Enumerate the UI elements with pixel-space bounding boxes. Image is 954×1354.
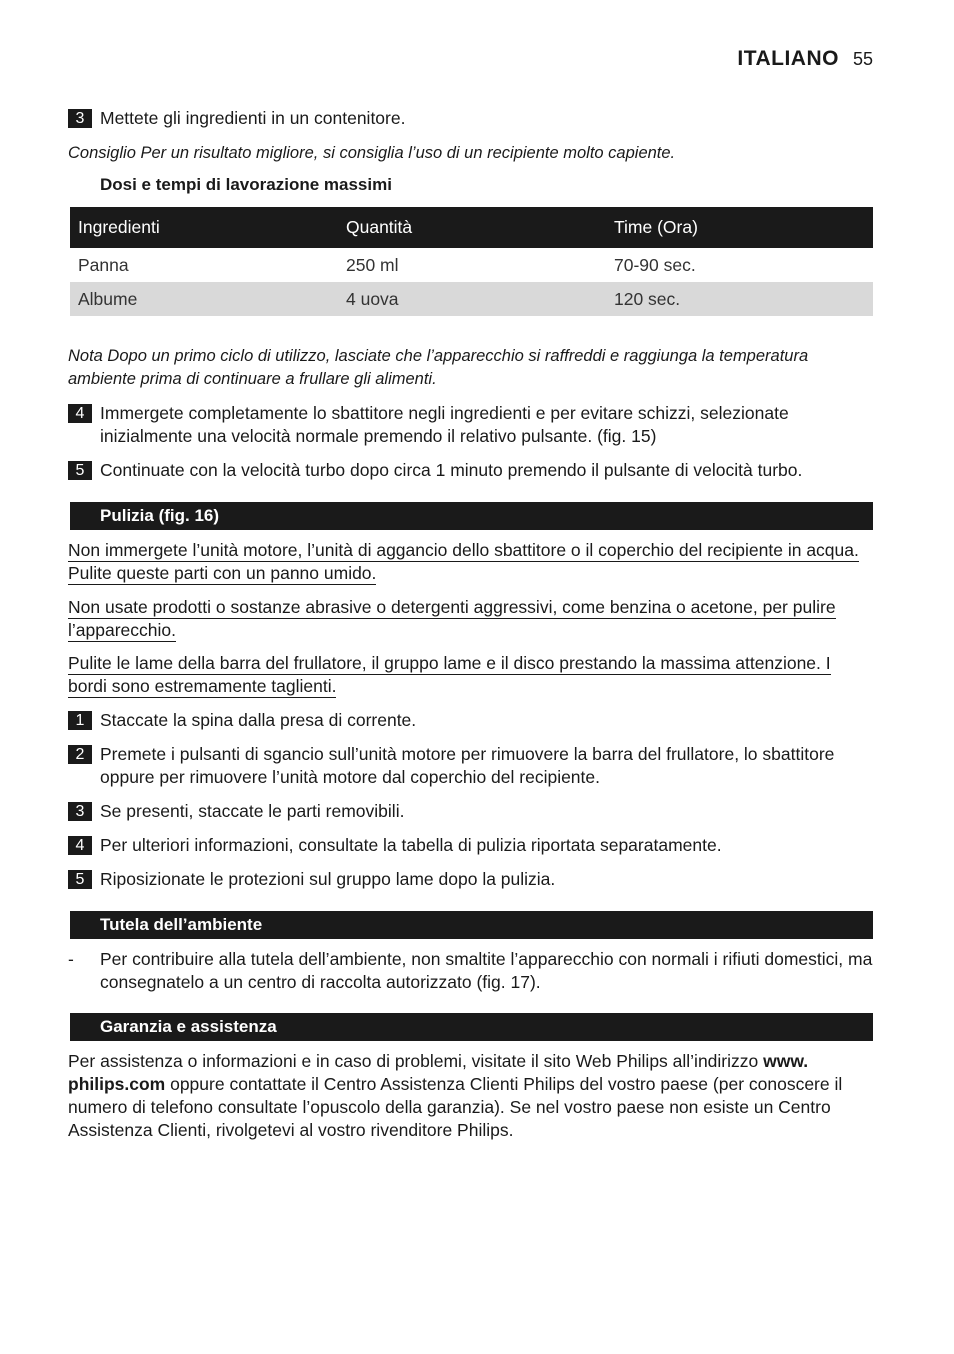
philips-website-link[interactable]: www. philips.com <box>68 1051 809 1094</box>
step-number: 5 <box>68 870 92 889</box>
section-heading-cleaning: Pulizia (fig. 16) <box>70 502 873 530</box>
table-row <box>70 282 873 316</box>
step-5-turbo <box>68 459 873 482</box>
warranty-text: Per assistenza o informazioni e in caso di problemi, visitate il sito Web Philips all’indirizzo <box>68 1051 764 1071</box>
step-text: Riposizionate le protezioni sul gruppo lame dopo la pulizia. <box>100 869 556 889</box>
table-cell: 70-90 sec. <box>606 248 873 282</box>
step-number: 4 <box>68 836 92 855</box>
cleaning-step <box>68 800 873 823</box>
step-3-containers <box>68 107 873 130</box>
warning-text <box>68 652 873 698</box>
step-text: Immergete completamente lo sbattitore negli ingredienti e per evitare schizzi, selezionate inizialmente una velocità normale premendo il relativo pulsante. (fig. 15) <box>100 403 789 446</box>
warranty-paragraph <box>68 1050 873 1142</box>
cleaning-step <box>68 709 873 732</box>
environment-bullet <box>68 948 873 994</box>
processing-table <box>70 207 873 316</box>
step-text: Mettete gli ingredienti in un contenitore. <box>100 108 406 128</box>
warning-underlined: Non usate prodotti o sostanze abrasive o detergenti aggressivi, come benzina o acetone, per pulire l’apparecchio. <box>68 597 836 640</box>
table-header-row <box>70 207 873 248</box>
section-heading-environment: Tutela dell’ambiente <box>70 911 873 939</box>
section-heading-warranty: Garanzia e assistenza <box>70 1013 873 1041</box>
page-number: 55 <box>852 49 873 69</box>
table-title: Dosi e tempi di lavorazione massimi <box>100 175 392 194</box>
step-text: Staccate la spina dalla presa di corrente. <box>100 710 417 730</box>
step-text: Per ulteriori informazioni, consultate la tabella di pulizia riportata separatamente. <box>100 835 722 855</box>
step-number: 1 <box>68 711 92 730</box>
table-row <box>70 248 873 282</box>
table-cell: 250 ml <box>338 248 606 282</box>
table-cell: Panna <box>70 248 338 282</box>
step-number: 4 <box>68 404 92 423</box>
cleaning-step <box>68 743 873 789</box>
cleaning-step <box>68 834 873 857</box>
column-header: Quantità <box>338 207 606 248</box>
step-number: 3 <box>68 802 92 821</box>
step-number: 3 <box>68 109 92 128</box>
table-cell: 4 uova <box>338 282 606 316</box>
table-cell: 120 sec. <box>606 282 873 316</box>
warning-underlined: Pulite le lame della barra del frullatore, il gruppo lame e il disco prestando la massima attenzione. I bordi sono estremamente taglienti. <box>68 653 831 696</box>
warning-underlined: Non immergete l’unità motore, l’unità di aggancio dello sbattitore o il coperchio del recipiente in acqua. Pulite queste parti con un panno umido. <box>68 540 859 583</box>
warning-text <box>68 539 873 585</box>
table-cell: Albume <box>70 282 338 316</box>
step-text: Premete i pulsanti di sgancio sull’unità motore per rimuovere la barra del frullatore, lo sbattitore oppure per rimuovere l’unità motore dal coperchio del recipiente. <box>100 744 835 787</box>
step-number: 5 <box>68 461 92 480</box>
note-text: Nota Dopo un primo ciclo di utilizzo, lasciate che l’apparecchio si raffreddi e raggiunga la temperatura ambiente prima di continuare a frullare gli alimenti. <box>68 347 809 388</box>
bullet-text: Per contribuire alla tutela dell’ambiente, non smaltite l’apparecchio con normali i rifiuti domestici, ma consegnatelo a un centro di raccolta autorizzato (fig. 17). <box>100 949 873 992</box>
language-label: ITALIANO <box>737 47 839 70</box>
step-text: Continuate con la velocità turbo dopo circa 1 minuto premendo il pulsante di velocità turbo. <box>100 460 803 480</box>
warranty-text: oppure contattate il Centro Assistenza Clienti Philips del vostro paese (per conoscere il numero di telefono consultate l’opuscolo della garanzia). Se nel vostro paese non esiste un Centro Assistenza Clienti, rivolgetevi al vostro rivenditore Philips. <box>68 1074 843 1140</box>
step-number: 2 <box>68 745 92 764</box>
step-4-immerse <box>68 402 873 448</box>
column-header: Ingredienti <box>70 207 338 248</box>
bullet-dash: - <box>68 949 74 969</box>
cleaning-step <box>68 868 873 891</box>
tip-text: Consiglio Per un risultato migliore, si consiglia l’uso di un recipiente molto capiente. <box>68 144 676 162</box>
step-text: Se presenti, staccate le parti removibili. <box>100 801 405 821</box>
column-header: Time (Ora) <box>606 207 873 248</box>
warning-text <box>68 596 873 642</box>
page-header <box>737 47 873 71</box>
